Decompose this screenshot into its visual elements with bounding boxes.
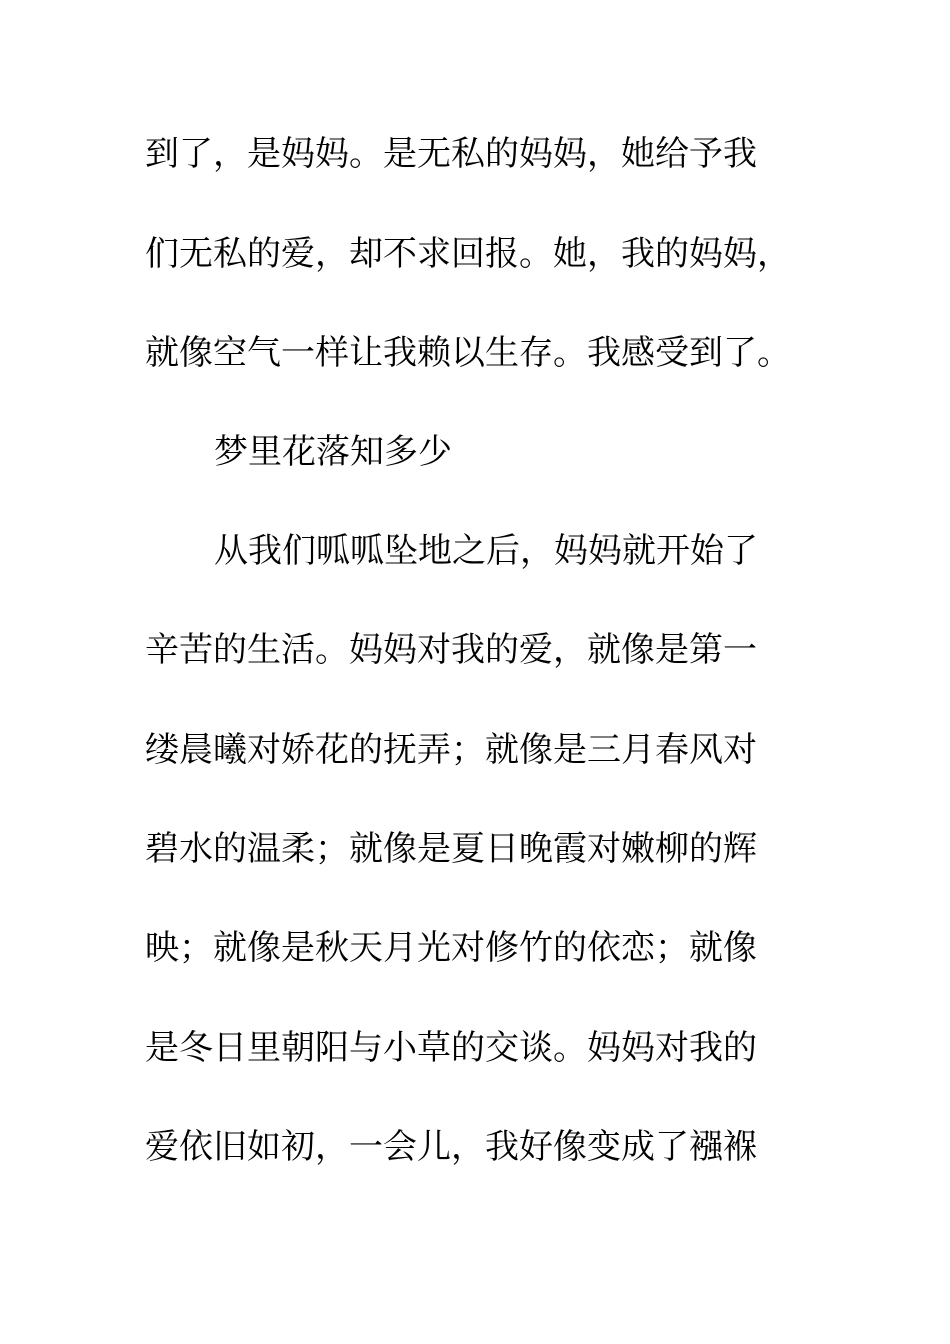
section-heading: 梦里花落知多少	[214, 432, 452, 472]
text-line: 缕晨曦对娇花的抚弄；就像是三月春风对	[145, 730, 757, 770]
text-line: 碧水的温柔；就像是夏日晚霞对嫩柳的辉	[145, 829, 757, 869]
text-line: 到了，是妈妈。是无私的妈妈，她给予我	[145, 134, 757, 174]
text-line: 就像空气一样让我赖以生存。我感受到了。	[145, 333, 791, 373]
text-line: 从我们呱呱坠地之后，妈妈就开始了	[214, 531, 758, 571]
text-line: 们无私的爱，却不求回报。她，我的妈妈，	[145, 234, 791, 274]
text-line: 辛苦的生活。妈妈对我的爱，就像是第一	[145, 630, 757, 670]
text-line: 是冬日里朝阳与小草的交谈。妈妈对我的	[145, 1028, 757, 1068]
text-line: 爱依旧如初，一会儿，我好像变成了襁褓	[145, 1127, 757, 1167]
text-line: 映；就像是秋天月光对修竹的依恋；就像	[145, 928, 757, 968]
